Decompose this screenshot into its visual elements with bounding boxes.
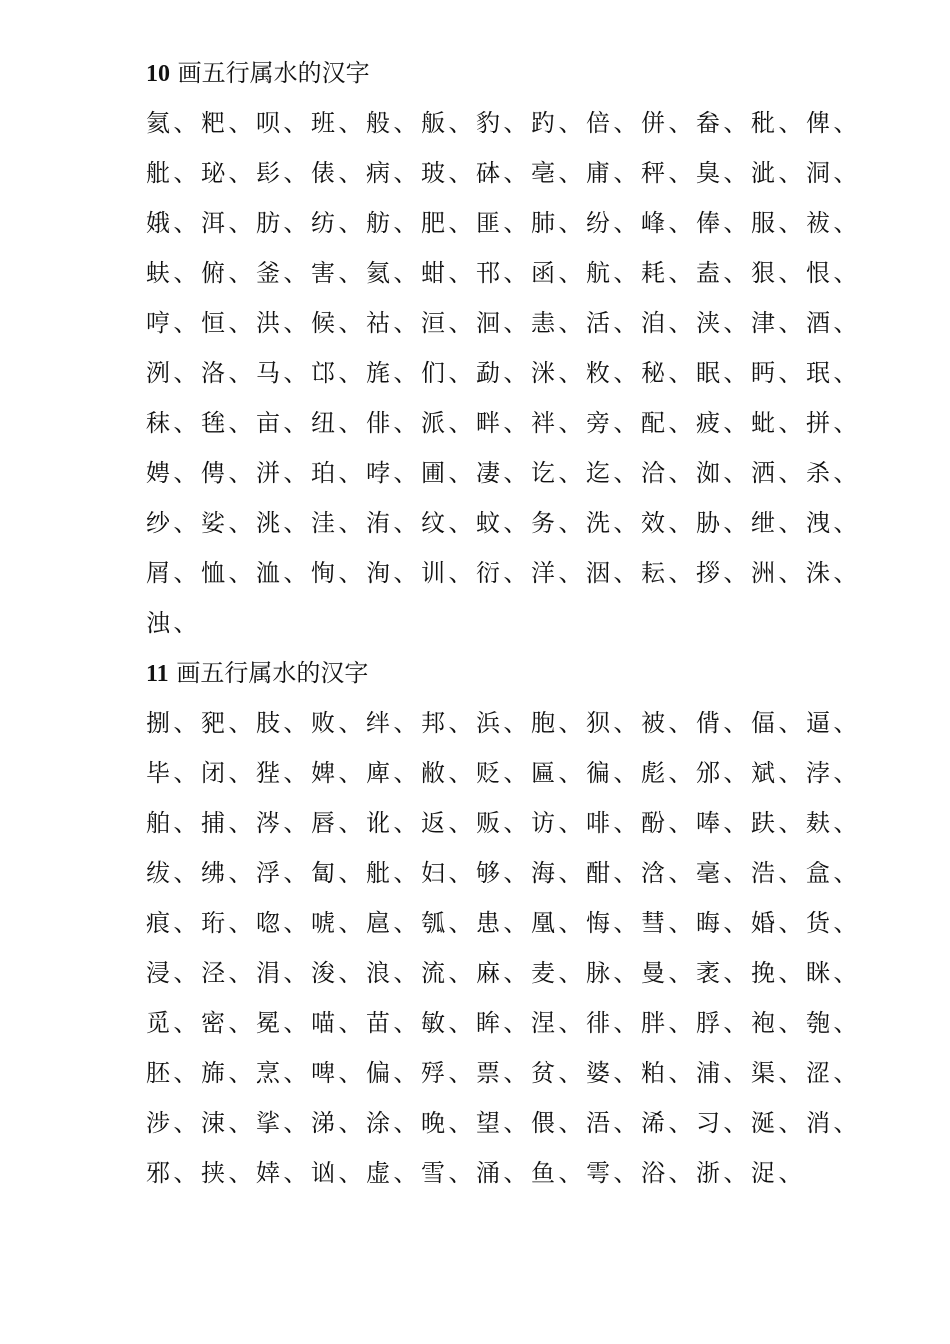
character-line: 浸、泾、涓、浚、浪、流、麻、麦、脉、曼、袤、挽、眯、	[146, 959, 861, 987]
character-line: 涉、涑、挲、涕、涂、晚、望、偎、浯、浠、习、涎、消、	[146, 1109, 861, 1137]
character-line: 舭、珌、髟、俵、病、玻、砵、亳、庯、秤、臭、泚、洞、	[146, 159, 861, 187]
stroke-count: 11	[146, 661, 169, 687]
character-line: 觅、密、冕、喵、苗、敏、眸、涅、徘、胖、脬、袍、匏、	[146, 1009, 861, 1037]
section-11-strokes	[146, 648, 861, 1198]
character-line: 浊、	[146, 609, 201, 637]
character-line: 毕、闭、狴、婢、庳、敝、贬、匾、徧、彪、邠、斌、浡、	[146, 759, 861, 787]
character-line: 蚨、俯、釜、害、氦、蚶、邗、函、航、耗、盍、狠、恨、	[146, 259, 861, 287]
section-title	[146, 48, 846, 98]
character-line: 娉、俜、洴、珀、哱、圃、凄、讫、迄、洽、洳、洒、杀、	[146, 459, 861, 487]
title-text: 画五行属水的汉字	[176, 659, 369, 687]
character-line: 舶、捕、涔、唇、讹、返、贩、访、啡、酚、唪、趺、麸、	[146, 809, 861, 837]
character-line: 娥、洱、肪、纺、舫、肥、匪、肺、纷、峰、俸、服、袚、	[146, 209, 861, 237]
character-line: 洌、洛、马、邙、旄、们、勐、洣、敉、秘、眠、眄、珉、	[146, 359, 861, 387]
character-line: 胚、旆、烹、啤、偏、殍、票、贫、婆、粕、浦、渠、涩、	[146, 1059, 861, 1087]
character-line: 绂、绋、浮、匐、舭、妇、够、海、酣、浛、毫、浩、盒、	[146, 859, 861, 887]
character-line: 邪、挟、婞、讻、虚、雪、涌、鱼、雩、浴、浙、浞、	[146, 1159, 806, 1187]
document-page	[146, 48, 861, 1198]
character-line: 纱、娑、洮、洼、洧、纹、蚊、务、洗、效、胁、绁、洩、	[146, 509, 861, 537]
character-line: 氦、粑、呗、班、般、舨、豹、趵、倍、併、畚、秕、俾、	[146, 109, 861, 137]
section-title	[146, 648, 846, 698]
stroke-count: 10	[146, 61, 170, 87]
section-10-strokes	[146, 48, 861, 648]
character-line: 捌、豝、肢、败、绊、邦、浜、胞、狈、被、偝、偪、逼、	[146, 709, 861, 737]
title-text: 画五行属水的汉字	[177, 59, 370, 87]
character-line: 哼、恒、洪、候、祜、洹、洄、恚、活、洎、浃、津、酒、	[146, 309, 861, 337]
character-line: 痕、珩、唿、唬、扈、瓠、患、凰、悔、彗、晦、婚、货、	[146, 909, 861, 937]
character-line: 秣、毪、亩、纽、俳、派、畔、袢、旁、配、疲、蚍、拼、	[146, 409, 861, 437]
character-line: 屑、恤、洫、恂、洵、训、衍、洋、洇、耘、拶、洲、洙、	[146, 559, 861, 587]
